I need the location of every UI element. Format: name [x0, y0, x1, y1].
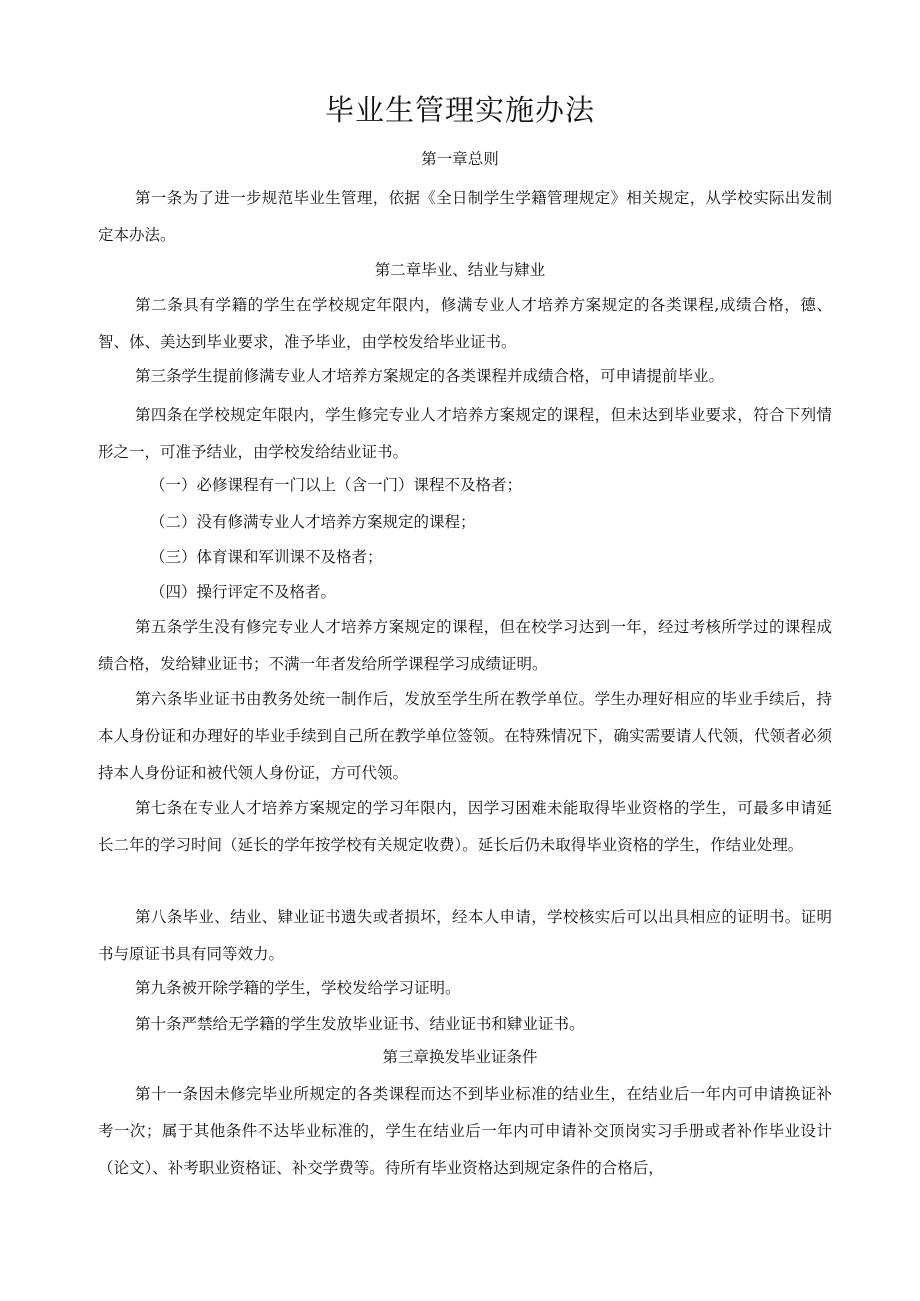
- list-item: （二）没有修满专业人才培养方案规定的课程；: [150, 513, 476, 531]
- article-paragraph: 第八条毕业、结业、肄业证书遗失或者损坏，经本人申请，学校核实后可以出具相应的证明书。证明书与原证书具有同等效力。: [98, 908, 832, 963]
- chapter-heading: 第三章换发毕业证条件: [382, 1048, 538, 1066]
- chapter-heading: 第二章毕业、结业与肄业: [374, 261, 546, 279]
- chapter-heading: 第一章总则: [421, 150, 499, 168]
- article-paragraph: 第十条严禁给无学籍的学生发放毕业证书、结业证书和肄业证书。: [135, 1015, 585, 1033]
- article-paragraph: 第四条在学校规定年限内，学生修完专业人才培养方案规定的课程，但未达到毕业要求，符合下列情形之一，可准予结业，由学校发给结业证书。: [98, 406, 832, 461]
- article-paragraph: 第一条为了进一步规范毕业生管理，依据《全日制学生学籍管理规定》相关规定，从学校实际出发制定本办法。: [98, 189, 832, 244]
- list-item: （四）操行评定不及格者。: [150, 583, 337, 601]
- article-paragraph: 第十一条因未修完毕业所规定的各类课程而达不到毕业标准的结业生，在结业后一年内可申请换证补考一次；属于其他条件不达毕业标准的，学生在结业后一年内可申请补交顶岗实习手册或者补作毕业设计（论文）、补考职业资格证、补交学费等。待所有毕业资格达到规定条件的合格后，: [98, 1085, 832, 1177]
- article-paragraph: 第三条学生提前修满专业人才培养方案规定的各类课程并成绩合格，可申请提前毕业。: [135, 367, 725, 385]
- article-paragraph: 第二条具有学籍的学生在学校规定年限内，修满专业人才培养方案规定的各类课程,成绩合格，德、智、体、美达到毕业要求，准予毕业，由学校发给毕业证书。: [98, 296, 832, 351]
- article-paragraph: 第九条被开除学籍的学生，学校发给学习证明。: [135, 979, 461, 997]
- page-title: 毕业生管理实施办法: [324, 93, 595, 127]
- list-item: （三）体育课和军训课不及格者；: [150, 548, 383, 566]
- list-item: （一）必修课程有一门以上（含一门）课程不及格者；: [150, 476, 523, 494]
- article-paragraph: 第七条在专业人才培养方案规定的学习年限内，因学习困难未能取得毕业资格的学生，可最多申请延长二年的学习时间（延长的学年按学校有关规定收费）。延长后仍未取得毕业资格的学生，作结业处理。: [98, 799, 832, 854]
- article-paragraph: 第六条毕业证书由教务处统一制作后，发放至学生所在教学单位。学生办理好相应的毕业手续后，持本人身份证和办理好的毕业手续到自己所在教学单位签领。在特殊情况下，确实需要请人代领，代领者必须持本人身份证和被代领人身份证，方可代领。: [98, 690, 832, 782]
- article-paragraph: 第五条学生没有修完专业人才培养方案规定的课程，但在校学习达到一年，经过考核所学过的课程成绩合格，发给肄业证书；不满一年者发给所学课程学习成绩证明。: [98, 618, 832, 673]
